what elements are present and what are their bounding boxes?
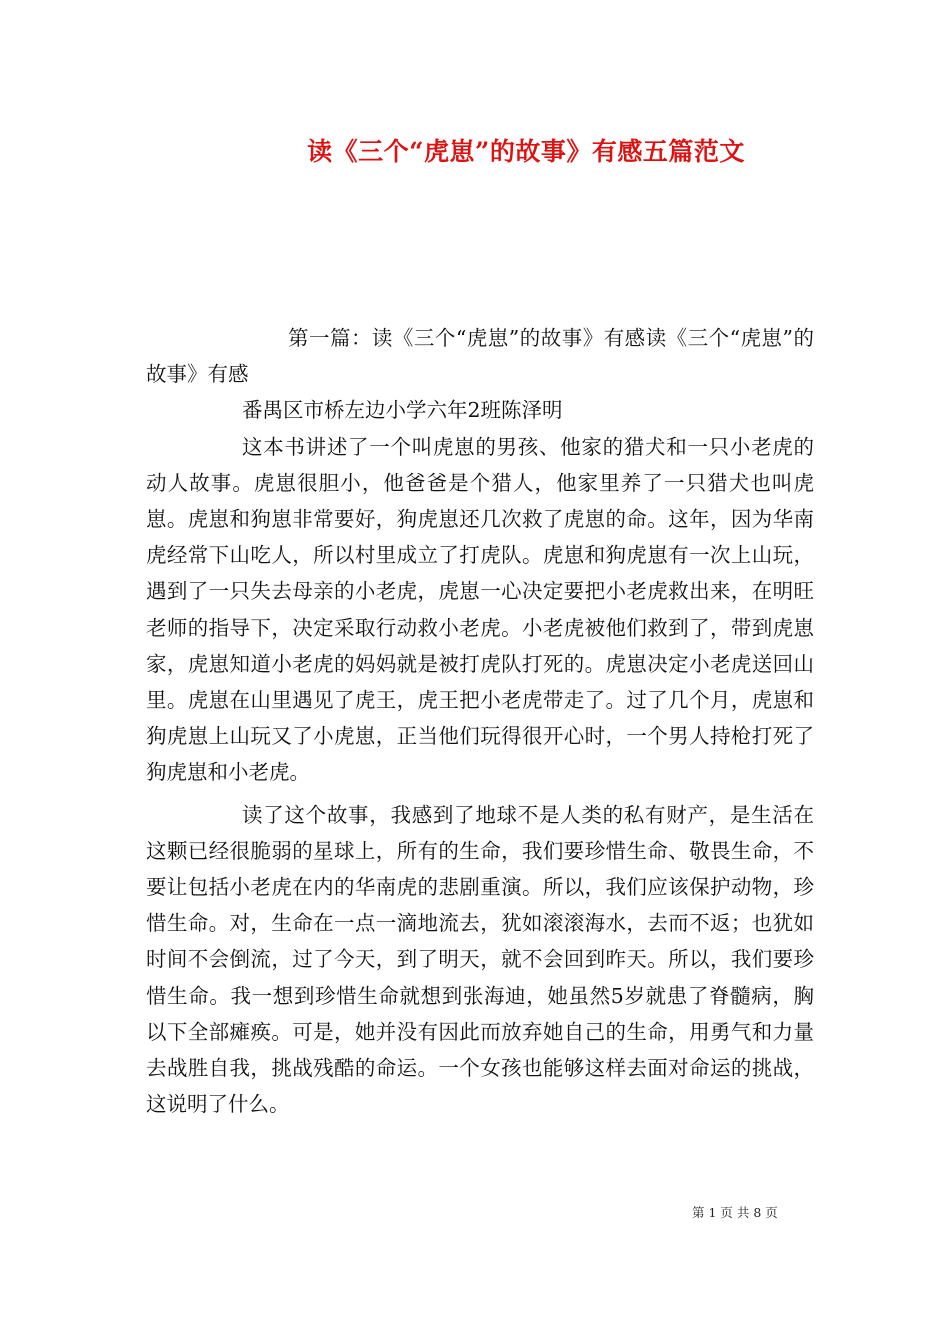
paragraph-summary: 这本书讲述了一个叫虎崽的男孩、他家的猎犬和一只小老虎的动人故事。虎崽很胆小，他爸爸是个猎人，他家里养了一只猎犬也叫虎崽。虎崽和狗崽非常要好，狗虎崽还几次救了虎崽的命。这年，因为华南虎经常下山吃人，所以村里成立了打虎队。虎崽和狗虎崽有一次上山玩，遇到了一只失去母亲的小老虎，虎崽一心决定要把小老虎救出来，在明旺老师的指导下，决定采取行动救小老虎。小老虎被他们救到了，带到虎崽家，虎崽知道小老虎的妈妈就是被打虎队打死的。虎崽决定小老虎送回山里。虎崽在山里遇见了虎王，虎王把小老虎带走了。过了几个月，虎崽和狗虎崽上山玩又了小虎崽，正当他们玩得很开心时，一个男人持枪打死了狗虎崽和小老虎。 <box>146 434 814 785</box>
document-body <box>146 320 814 1122</box>
author-line: 番禺区市桥左边小学六年2班陈泽明 <box>242 398 563 423</box>
document-title: 读《三个“虎崽”的故事》有感五篇范文 <box>307 137 745 166</box>
section-heading: 第一篇：读《三个“虎崽”的故事》有感读《三个“虎崽”的故事》有感 <box>146 326 814 387</box>
page-number: 第 1 页 共 8 页 <box>692 1205 778 1220</box>
paragraph-reflection: 读了这个故事，我感到了地球不是人类的私有财产，是生活在这颗已经很脆弱的星球上，所有的生命，我们要珍惜生命、敬畏生命，不要让包括小老虎在内的华南虎的悲剧重演。所以，我们应该保护动物，珍惜生命。对，生命在一点一滴地流去，犹如滚滚海水，去而不返；也犹如时间不会倒流，过了今天，到了明天，就不会回到昨天。所以，我们要珍惜生命。我一想到珍惜生命就想到张海迪，她虽然5岁就患了脊髓病，胸以下全部瘫痪。可是，她并没有因此而放弃她自己的生命，用勇气和力量去战胜自我，挑战残酷的命运。一个女孩也能够这样去面对命运的挑战，这说明了什么。 <box>146 802 814 1117</box>
